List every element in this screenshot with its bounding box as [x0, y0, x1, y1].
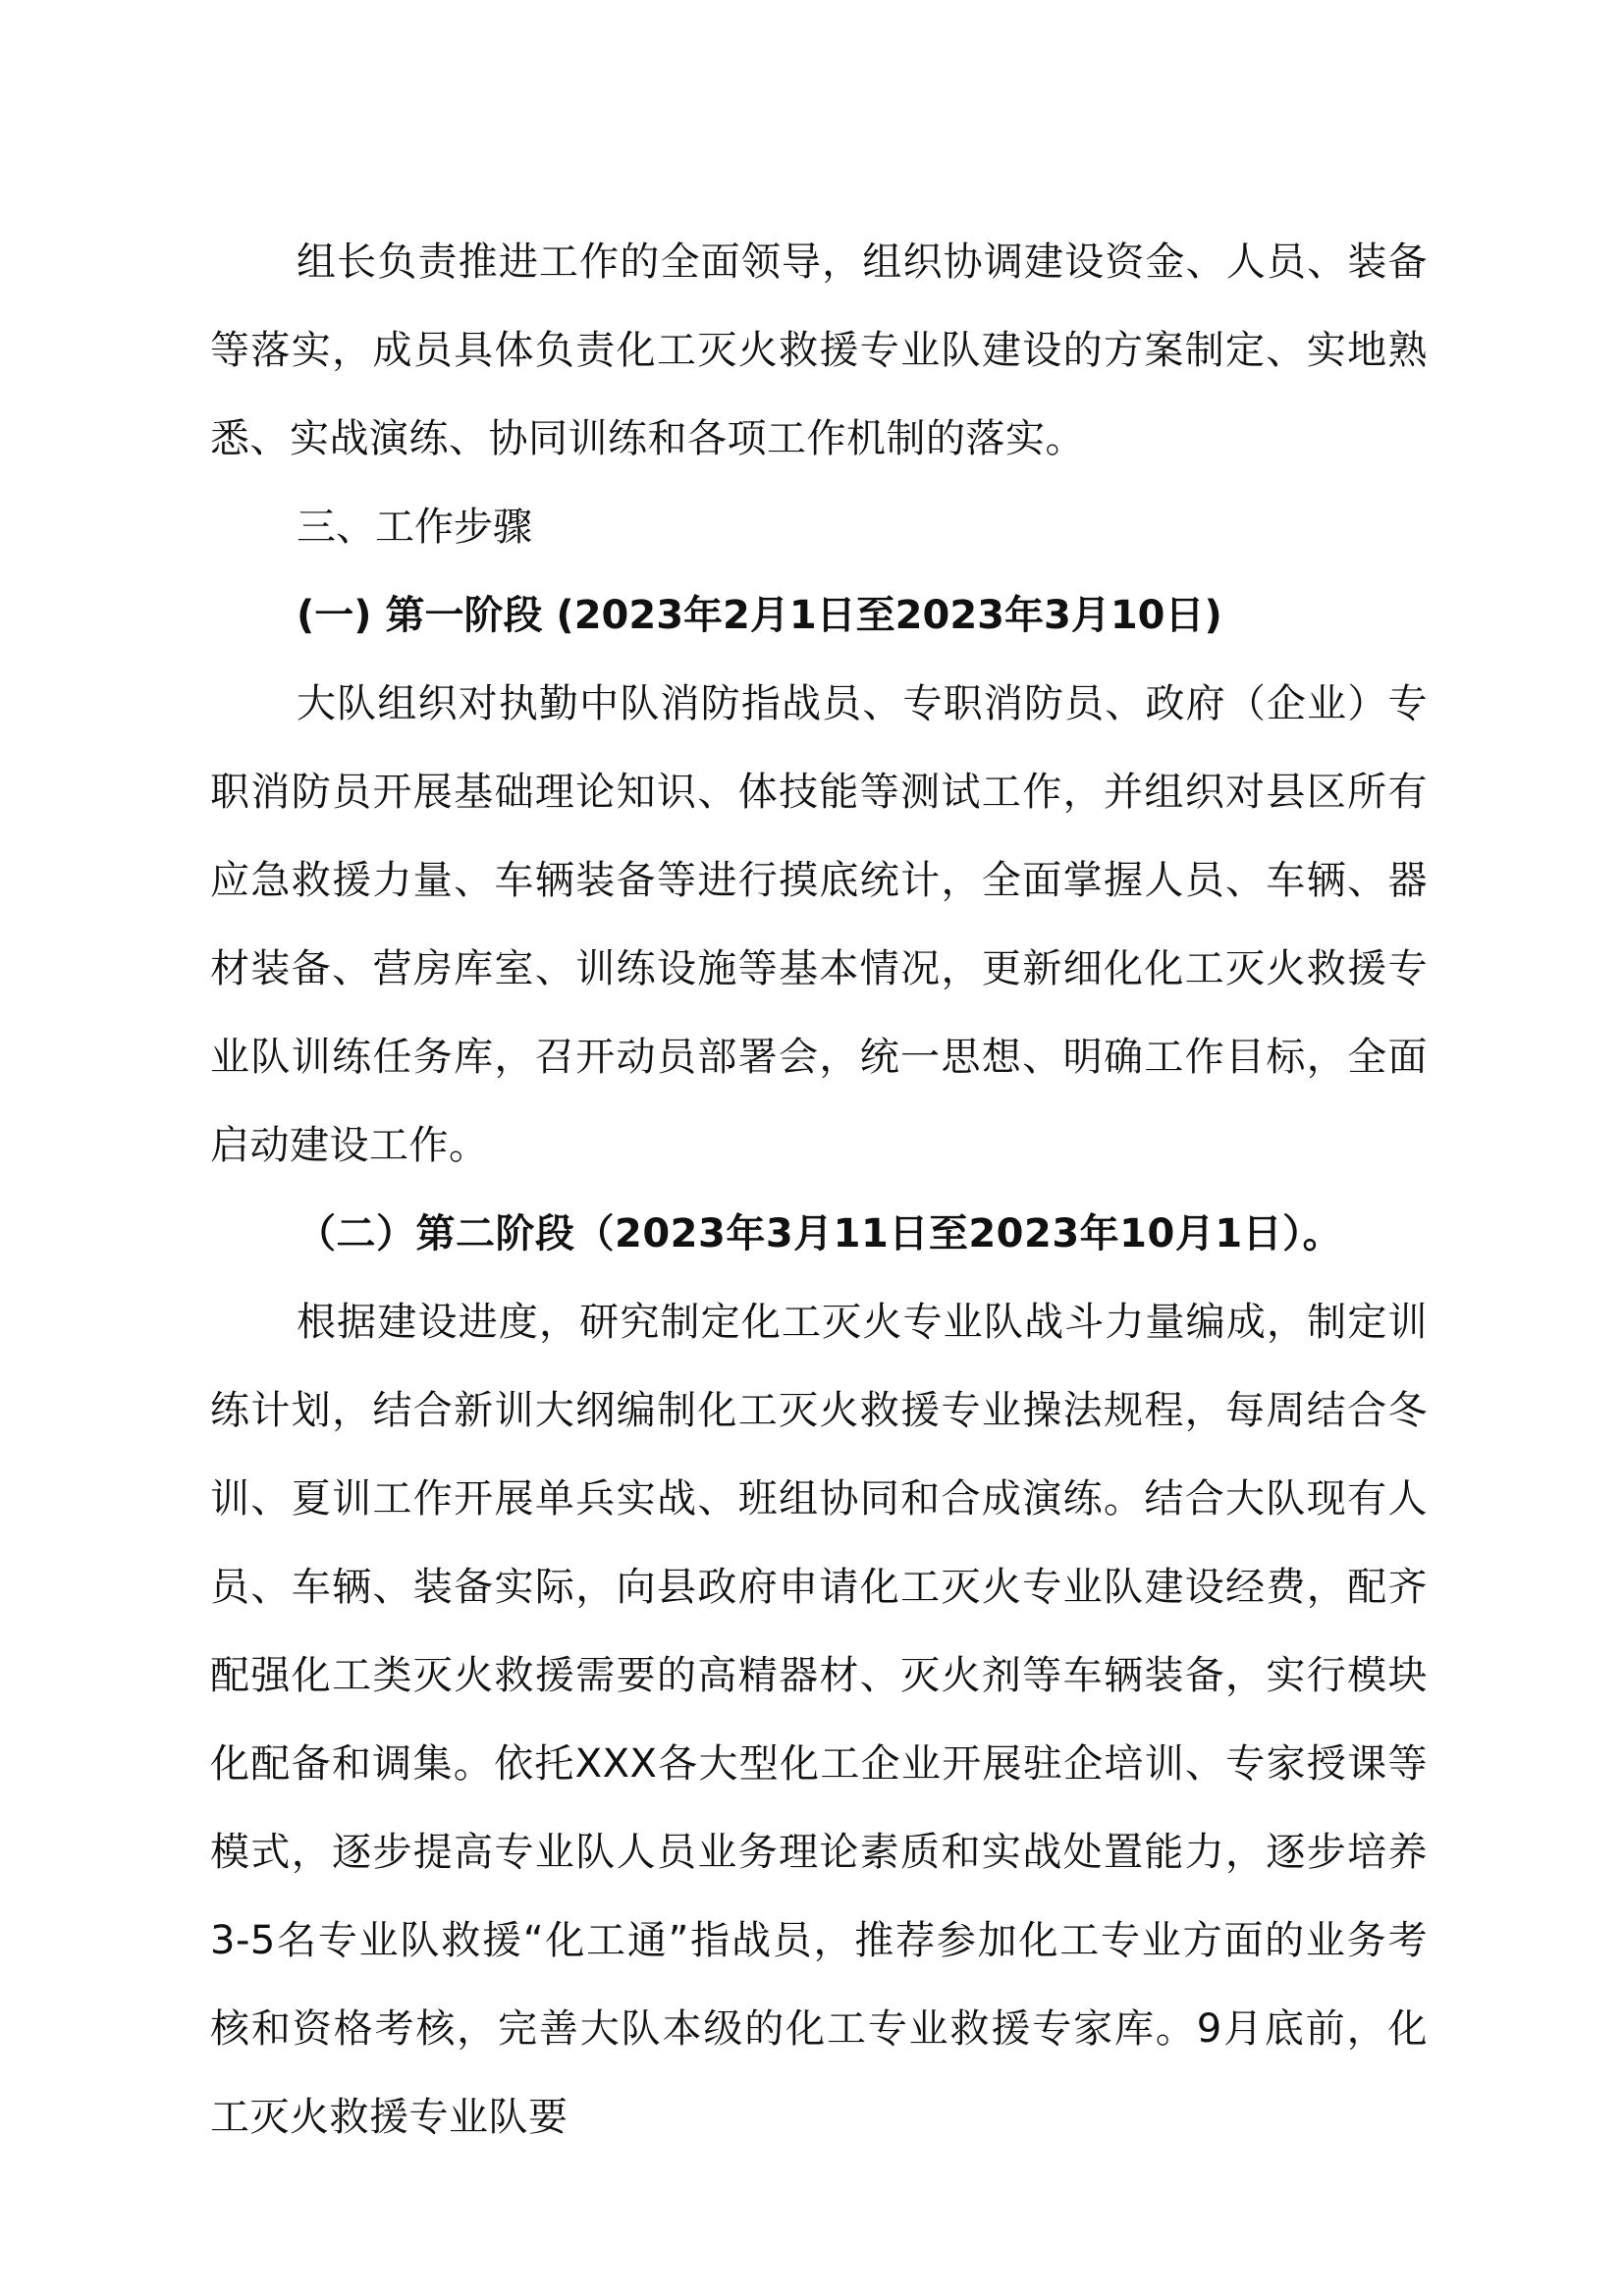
paragraph-leadership-duties: 组长负责推进工作的全面领导，组织协调建设资金、人员、装备等落实，成员具体负责化工灭火救援专业队建设的方案制定、实地熟悉、实战演练、协同训练和各项工作机制的落实。: [210, 240, 1428, 461]
section-heading-work-steps: 三、工作步骤: [297, 505, 532, 550]
subheading-phase-one: (一) 第一阶段 (2023年2月1日至2023年3月10日): [297, 593, 1222, 638]
document-body: [210, 218, 1428, 2162]
paragraph-phase-one: 大队组织对执勤中队消防指战员、专职消防员、政府（企业）专职消防员开展基础理论知识、体技能等测试工作，并组织对县区所有应急救援力量、车辆装备等进行摸底统计，全面掌握人员、车辆、器材装备、营房库室、训练设施等基本情况，更新细化化工灭火救援专业队训练任务库，召开动员部署会，统一思想、明确工作目标，全面启动建设工作。: [210, 681, 1428, 1168]
subheading-phase-two: （二）第二阶段（2023年3月11日至2023年10月1日）。: [297, 1211, 1343, 1256]
paragraph-phase-two: 根据建设进度，研究制定化工灭火专业队战斗力量编成，制定训练计划，结合新训大纲编制化工灭火救援专业操法规程，每周结合冬训、夏训工作开展单兵实战、班组协同和合成演练。结合大队现有人员、车辆、装备实际，向县政府申请化工灭火专业队建设经费，配齐配强化工类灭火救援需要的高精器材、灭火剂等车辆装备，实行模块化配备和调集。依托XXX各大型化工企业开展驻企培训、专家授课等模式，逐步提高专业队人员业务理论素质和实战处置能力，逐步培养3-5名专业队救援“化工通”指战员，推荐参加化工专业方面的业务考核和资格考核，完善大队本级的化工专业救援专家库。9月底前，化工灭火救援专业队要: [210, 1300, 1428, 2140]
